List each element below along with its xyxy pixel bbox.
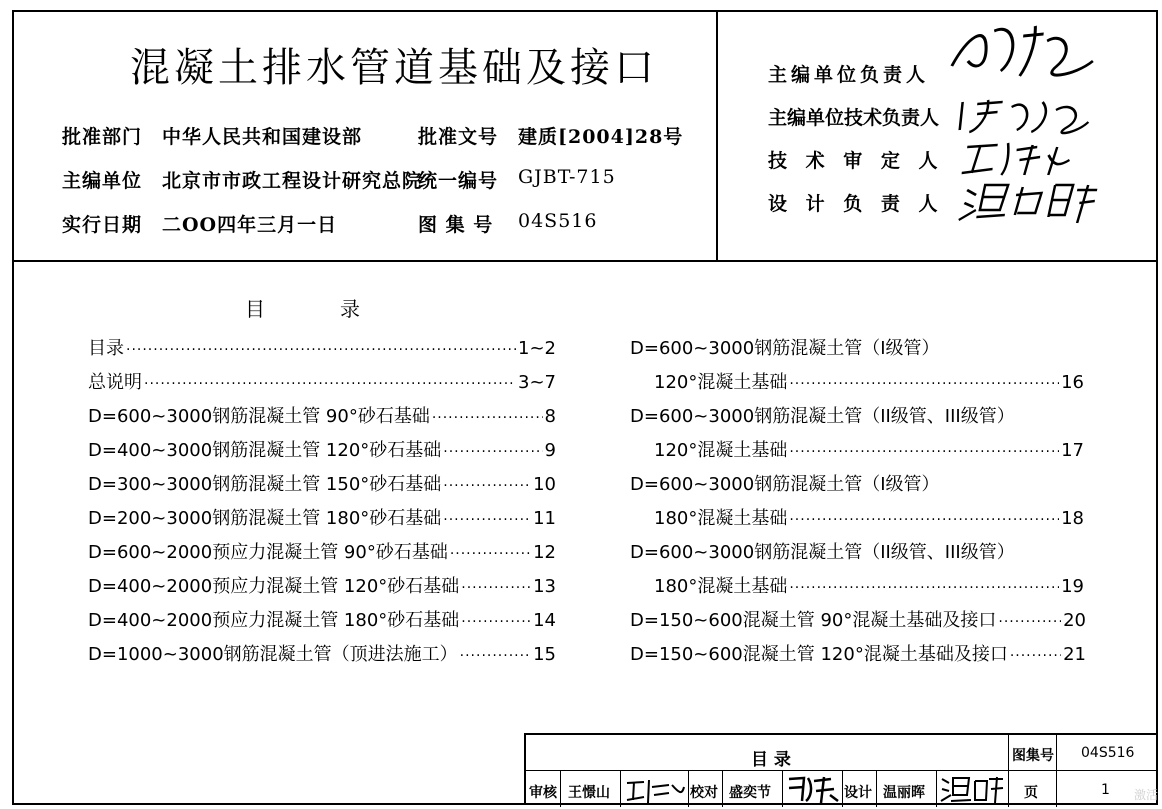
page-title: 混凝土排水管道基础及接口 — [130, 45, 658, 91]
design-head-label: 设 计 负 责 人 — [768, 193, 944, 215]
toc-entry-title: D=200~3000钢筋混凝土管 180°砂石基础 — [88, 508, 442, 529]
toc-entry-page: 16 — [1061, 372, 1084, 393]
toc-leader-dots — [443, 512, 531, 528]
toc-entry — [88, 538, 556, 564]
toc-leader-dots — [443, 444, 542, 460]
toc-entry — [88, 572, 556, 598]
toc-entry — [88, 402, 556, 428]
checker-signature — [786, 773, 840, 805]
toc-entry-page: 19 — [1061, 576, 1084, 597]
toc-leader-dots — [432, 410, 543, 426]
toc-entry-page: 8 — [544, 406, 556, 427]
title-block-vline — [842, 770, 843, 807]
toc-entry-title: D=600~3000钢筋混凝土管（II级管、III级管） — [630, 406, 1015, 427]
atlas-no: 04S516 — [518, 210, 598, 232]
toc-leader-dots — [443, 478, 531, 494]
toc-entry — [654, 572, 1084, 598]
toc-heading-1: 目 — [245, 297, 265, 321]
toc-entry — [88, 606, 556, 632]
unified-no-label: 统一编号 — [418, 170, 499, 192]
header-divider — [12, 260, 1158, 262]
toc-entry-page: 12 — [533, 542, 556, 563]
toc-entry-page: 15 — [533, 644, 556, 665]
toc-leader-dots — [461, 580, 531, 596]
reviewer: 王憬山 — [568, 785, 610, 801]
checker: 盛奕节 — [729, 785, 771, 801]
toc-entry-title: D=1000~3000钢筋混凝土管（顶进法施工） — [88, 644, 458, 665]
toc-leader-dots — [450, 546, 531, 562]
chief-unit-label: 主编单位 — [62, 170, 143, 192]
toc-entry-title: D=600~3000钢筋混凝土管（II级管、III级管） — [630, 542, 1015, 563]
design-label: 设计 — [844, 785, 872, 801]
toc-entry-title: D=600~3000钢筋混凝土管 90°砂石基础 — [88, 406, 430, 427]
toc-leader-dots — [789, 512, 1059, 528]
effective-date: 二OO四年三月一日 — [162, 214, 338, 236]
header-vertical-divider — [716, 10, 718, 260]
designer: 温丽晖 — [883, 785, 925, 801]
watermark-text: 激活 — [1133, 788, 1158, 802]
toc-entry-title: 180°混凝土基础 — [654, 576, 788, 597]
toc-entry-title: D=300~3000钢筋混凝土管 150°砂石基础 — [88, 474, 442, 495]
toc-entry — [630, 334, 1086, 360]
toc-entry — [630, 470, 1086, 496]
toc-entry — [654, 368, 1084, 394]
designer-signature — [939, 773, 1005, 805]
title-block-vline — [1008, 735, 1009, 807]
page-no: 1 — [1101, 782, 1110, 798]
toc-entry-title: 120°混凝土基础 — [654, 372, 788, 393]
sheet-name: 目 录 — [751, 750, 791, 770]
toc-leader-dots — [1010, 648, 1061, 664]
unified-no: GJBT-715 — [518, 166, 616, 188]
toc-entry — [88, 504, 556, 530]
toc-leader-dots — [144, 376, 516, 392]
signature-chief-unit-head — [943, 16, 1108, 86]
toc-entry-page: 1~2 — [518, 338, 556, 359]
check-label: 校对 — [690, 785, 718, 801]
toc-entry-title: 总说明 — [88, 372, 142, 393]
toc-entry-page: 9 — [544, 440, 556, 461]
toc-entry-page: 14 — [533, 610, 556, 631]
title-block-vline — [936, 770, 937, 807]
toc-entry-page: 13 — [533, 576, 556, 597]
chief-tech-head-label: 主编单位技术负责人 — [768, 107, 940, 129]
toc-entry — [88, 436, 556, 462]
toc-entry-title: D=400~2000预应力混凝土管 120°砂石基础 — [88, 576, 460, 597]
toc-entry-title: 180°混凝土基础 — [654, 508, 788, 529]
tech-review-label: 技 术 审 定 人 — [768, 150, 944, 172]
toc-entry — [88, 470, 556, 496]
toc-leader-dots — [789, 444, 1059, 460]
atlas-no-tb: 04S516 — [1081, 745, 1135, 761]
title-block-vline — [688, 770, 689, 807]
toc-entry — [630, 402, 1086, 428]
signature-tech-review — [955, 135, 1085, 180]
toc-leader-dots — [461, 614, 531, 630]
toc-entry-title: D=400~2000预应力混凝土管 180°砂石基础 — [88, 610, 460, 631]
approval-dept: 中华人民共和国建设部 — [162, 126, 363, 148]
title-block-vline — [620, 770, 621, 807]
effective-date-label: 实行日期 — [62, 214, 143, 236]
toc-leader-dots — [126, 342, 516, 358]
page-label: 页 — [1024, 785, 1038, 801]
atlas-no-label-tb: 图集号 — [1012, 748, 1054, 764]
toc-entry-title: D=600~2000预应力混凝土管 90°砂石基础 — [88, 542, 448, 563]
toc-entry-title: D=600~3000钢筋混凝土管（I级管） — [630, 338, 940, 359]
title-block-vline — [782, 770, 783, 807]
toc-leader-dots — [460, 648, 531, 664]
toc-entry-page: 11 — [533, 508, 556, 529]
signature-chief-tech-head — [950, 92, 1100, 137]
chief-unit: 北京市市政工程设计研究总院 — [162, 170, 423, 192]
chief-unit-head-label: 主编单位负责人 — [768, 64, 930, 86]
approval-dept-label: 批准部门 — [62, 126, 143, 148]
toc-entry — [630, 538, 1086, 564]
toc-entry-title: 120°混凝土基础 — [654, 440, 788, 461]
title-block-vline — [876, 770, 877, 807]
toc-entry — [88, 640, 556, 666]
approval-doc: 建质[2004]28号 — [518, 126, 684, 148]
title-block-vline — [722, 770, 723, 807]
toc-entry — [654, 436, 1084, 462]
toc-entry-title: D=600~3000钢筋混凝土管（I级管） — [630, 474, 940, 495]
toc-entry — [654, 504, 1084, 530]
toc-entry-title: D=150~600混凝土管 90°混凝土基础及接口 — [630, 610, 997, 631]
toc-entry-page: 17 — [1061, 440, 1084, 461]
toc-entry-page: 3~7 — [518, 372, 556, 393]
toc-entry-page: 10 — [533, 474, 556, 495]
reviewer-signature — [624, 775, 686, 805]
toc-leader-dots — [789, 376, 1059, 392]
approval-doc-label: 批准文号 — [418, 126, 499, 148]
toc-leader-dots — [789, 580, 1059, 596]
title-block — [524, 733, 1158, 805]
toc-heading-2: 录 — [340, 297, 360, 321]
review-label: 审核 — [529, 785, 557, 801]
title-block-vline — [1056, 735, 1057, 807]
toc-entry-page: 21 — [1063, 644, 1086, 665]
signature-design-head — [955, 175, 1106, 225]
title-block-vline — [560, 770, 561, 807]
toc-entry — [88, 368, 556, 394]
toc-entry-title: D=150~600混凝土管 120°混凝土基础及接口 — [630, 644, 1008, 665]
toc-entry-title: 目录 — [88, 338, 124, 359]
toc-entry — [630, 606, 1086, 632]
toc-entry-title: D=400~3000钢筋混凝土管 120°砂石基础 — [88, 440, 442, 461]
toc-entry-page: 18 — [1061, 508, 1084, 529]
atlas-no-label: 图 集 号 — [418, 214, 494, 236]
toc-leader-dots — [998, 614, 1061, 630]
toc-entry — [88, 334, 556, 360]
toc-entry — [630, 640, 1086, 666]
toc-entry-page: 20 — [1063, 610, 1086, 631]
